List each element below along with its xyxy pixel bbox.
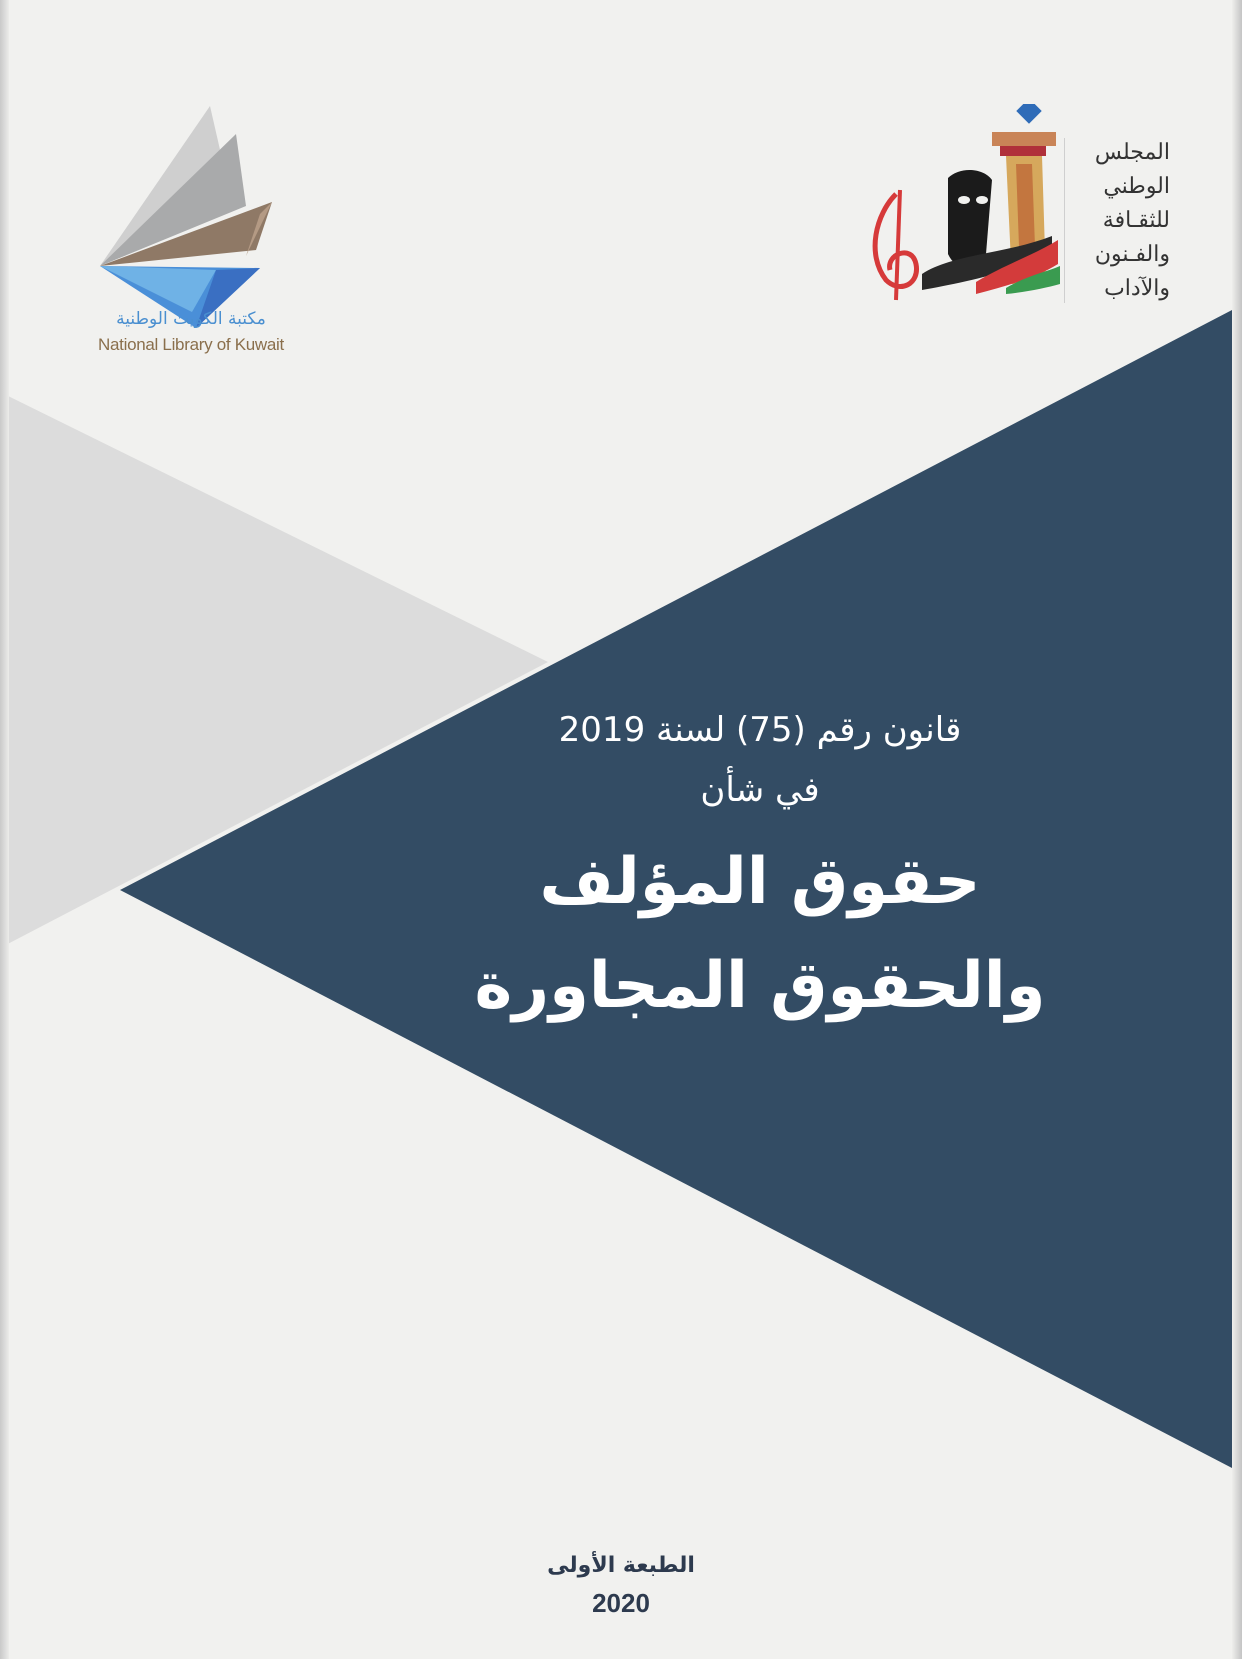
edition-label: الطبعة الأولى — [547, 1553, 695, 1578]
council-name-line: المجلس — [1094, 140, 1170, 165]
edition-year: 2020 — [592, 1588, 650, 1618]
council-name-line: والآداب — [1104, 276, 1170, 301]
council-name-line: للثقـافة — [1102, 208, 1170, 233]
regarding-line: في شأن — [700, 770, 820, 810]
right-page-edge — [1232, 0, 1242, 1659]
law-number-line: قانون رقم (75) لسنة 2019 — [558, 710, 962, 750]
council-name-line: الوطني — [1103, 174, 1170, 199]
council-name-line: والفـنون — [1094, 242, 1170, 267]
main-title-line1: حقوق المؤلف — [539, 845, 981, 919]
main-title — [440, 830, 1080, 1038]
emblem-divider — [1064, 138, 1065, 303]
cover-title — [440, 700, 1080, 1038]
edition-info — [421, 1548, 821, 1622]
left-page-edge — [0, 0, 9, 1659]
library-name-english: National Library of Kuwait — [98, 335, 284, 354]
nccal-emblem-icon — [856, 104, 1066, 304]
council-name — [1070, 136, 1170, 306]
library-name-arabic: مكتبة الكويت الوطنية — [116, 309, 266, 329]
main-title-line2: والحقوق المجاورة — [474, 949, 1046, 1023]
